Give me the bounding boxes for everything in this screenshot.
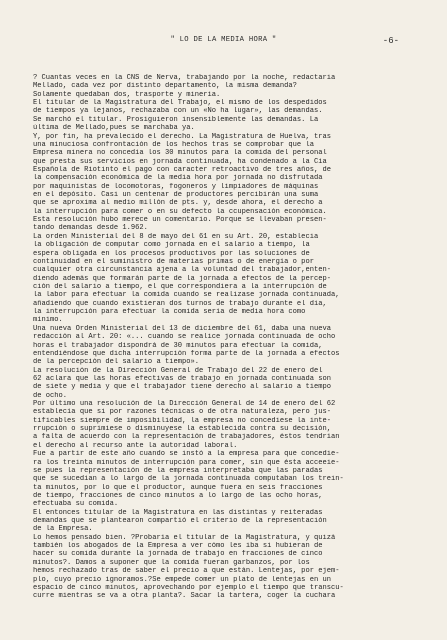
text-line: tificables siempre de imposibilidad, la empresa no concediese la inte- [33, 416, 331, 425]
text-line: Por último una resolución de la Dirección General de 14 de enero del 62 [33, 400, 336, 409]
text-line: de la percepción del salario a tiempo». [33, 358, 200, 367]
text-line: Empresa minera no concedía los 30 minutos para la comida del personal [33, 149, 327, 158]
text-line: espacio de cinco minutos, aprovechando por ejemplo el tiempo que transcu- [33, 583, 344, 592]
text-line: la interrupción para efectuar la comida sería de media hora como [33, 308, 306, 317]
text-line: entendiéndose que dicha interrupción forma parte de la jornada a efectos [33, 349, 340, 358]
text-line: redacción al Art. 20: «... cuando se realice jornada continuada de ocho [33, 333, 336, 342]
text-line: mínimo. [33, 316, 63, 325]
text-line: Se marchó el titular. Prosiguieron insensiblemente las demandas. La [33, 115, 319, 124]
text-line: Una nueva Orden Ministerial del 13 de diciembre del 61, daba una nueva [33, 324, 331, 333]
text-line: de la Empresa. [33, 525, 93, 534]
text-line: hemos rechazado tras de saber el precio a que están. Lentejas, por ejem- [33, 567, 340, 576]
text-line: en el depósito. Casi un centenar de productores percibirán una suma [33, 191, 319, 200]
text-line: última de Mellado,pues se marchaba ya. [33, 124, 195, 133]
text-line: plo, cuyo precio ignoramos.?Se empede comer un plato de lentejas en un [33, 575, 331, 584]
text-line: la labor para efectuar la comida cuando se realizase jornada continuada, [33, 291, 340, 300]
text-line: minutos?. Damos a suponer que la comida fueran garbanzos, por los [33, 558, 310, 567]
text-line: ta minutos, por lo que el productor, aunque fuera en seis fracciones [33, 483, 323, 492]
text-line: añadiendo que cuando existieran dos turnos de trabajo durante el día, [33, 299, 327, 308]
page-number: -6- [382, 36, 399, 46]
text-line: la obligación de computar como jornada en el salario a tiempo, la [33, 241, 310, 250]
text-line: establecía que si por razones técnicas o de otra naturaleza, pero jus- [33, 408, 331, 417]
text-line: diendo además que formarán parte de la jornada a efectos de la percep- [33, 274, 331, 283]
text-line: por maquinistas de locomotoras, fogoneros y limpiadores de máquinas [33, 182, 319, 191]
text-line: ción del salario a tiempo, el que correspondiera a la interrupción de [33, 282, 327, 291]
text-line: Solamente quedaban dos, trasporte y minería. [33, 90, 221, 99]
text-line: hacer su comida durante la jornada de trabajo en fracciones de cinco [33, 550, 323, 559]
text-line: también los abogados de la Empresa a ver cómo les iba si hubieran de [33, 542, 323, 551]
text-line: rrupción o suprimiese o disminuyese la establecida contra su decisión, [33, 425, 331, 434]
text-line: Española de Riotinto el pago con caracter retroactivo de tres años, de [33, 165, 331, 174]
text-line: efectuaba su comida. [33, 500, 119, 509]
text-line: la interrupción para comer o en su defecto la ccupensación económica. [33, 207, 327, 216]
article-body [33, 74, 421, 601]
text-line: una minuciosa confrontación de los hechos tras se comprobar que la [33, 140, 314, 149]
text-line: ? Cuantas veces en la CNS de Nerva, trabajando por la noche, redactaria [33, 74, 336, 82]
text-line: que se sucedían a lo largo de la jornada continuada computaban los trein- [33, 475, 344, 484]
text-line: de tiempo, fracciones de cinco minutos a lo largo de las ocho horas, [33, 491, 323, 500]
text-line: demandas que se plantearon compartió el criterio de la representación [33, 517, 327, 526]
text-line: Fue a partir de este año cuando se instó a la empresa para que concedie- [33, 450, 340, 459]
text-line: curre mientras se va a otra planta?. Sacar la tartera, coger la cuchara [33, 592, 336, 601]
text-line: que presta sus servicios en jornada continuada, ha condenado a la Cía [33, 157, 327, 166]
text-line: la compensación económica de la media hora por jornada no disfrutada [33, 174, 323, 183]
text-line: el derecho al recurso ante la autoridad laboral. [33, 441, 238, 450]
text-line: La resolución de la Dirección General de Trabajo del 22 de enero del [33, 366, 323, 375]
text-line: Y, por fín, ha prevalecido el derecho. La Magistratura de Huelva, tras [33, 132, 331, 141]
text-line: 62 aclara que las horas efectivas de trabajo en jornada continuada son [33, 374, 331, 383]
text-line: de siete y media y que el trabajador tiene derecho al salario a tiempo [33, 383, 331, 392]
text-line: Lo hemos pensado bien. ?Probaría el titular de la Magistratura, y quizá [33, 533, 336, 542]
text-line: de tiempos ya lejanos, rechazaba con un «No ha lugar», las demandas. [33, 107, 323, 116]
text-line: espera obligada en los procesos productivos por las soluciones de [33, 249, 310, 258]
text-line: de ocho. [33, 391, 68, 400]
text-line: cualquier otra circunstancia ajena a la voluntad del trabajador,enten- [33, 266, 331, 275]
article-title: " LO DE LA MEDIA HORA " [170, 36, 277, 44]
text-line: continuidad en el suministro de materias primas o de energía o por [33, 257, 314, 266]
text-line: El titular de la Magistratura del Trabajo, el mismo de los despedidos [33, 99, 327, 108]
text-line: El entonces titular de la Magistratura en las distintas y reiteradas [33, 508, 323, 517]
text-line: horas el trabajador dispondrá de 30 minutos para efectuar la comida, [33, 341, 323, 350]
text-line: que se aproxima al medio millón de pts. y, desde ahora, el derecho a [33, 199, 323, 208]
text-line: La orden Ministerial del 8 de mayo del 61 en su Art. 20, establecia [33, 232, 319, 241]
text-line: ra los treinta minutos de interrupción para comer, sin que ésta acceeie- [33, 458, 340, 467]
text-line: se pues la representación de la empresa interpretaba que las paradas [33, 466, 323, 475]
text-line: Esta resolución hubo merece un comentario. Porque se llevaban presen- [33, 216, 327, 225]
text-line: Mellado, cada vez por distinto departamento, la misma demanda? [33, 82, 297, 91]
text-line: a falta de acuerdo con la representación de trabajadores, éstos tendrían [33, 433, 340, 442]
text-line: tando demandas desde 1.962. [33, 224, 148, 233]
